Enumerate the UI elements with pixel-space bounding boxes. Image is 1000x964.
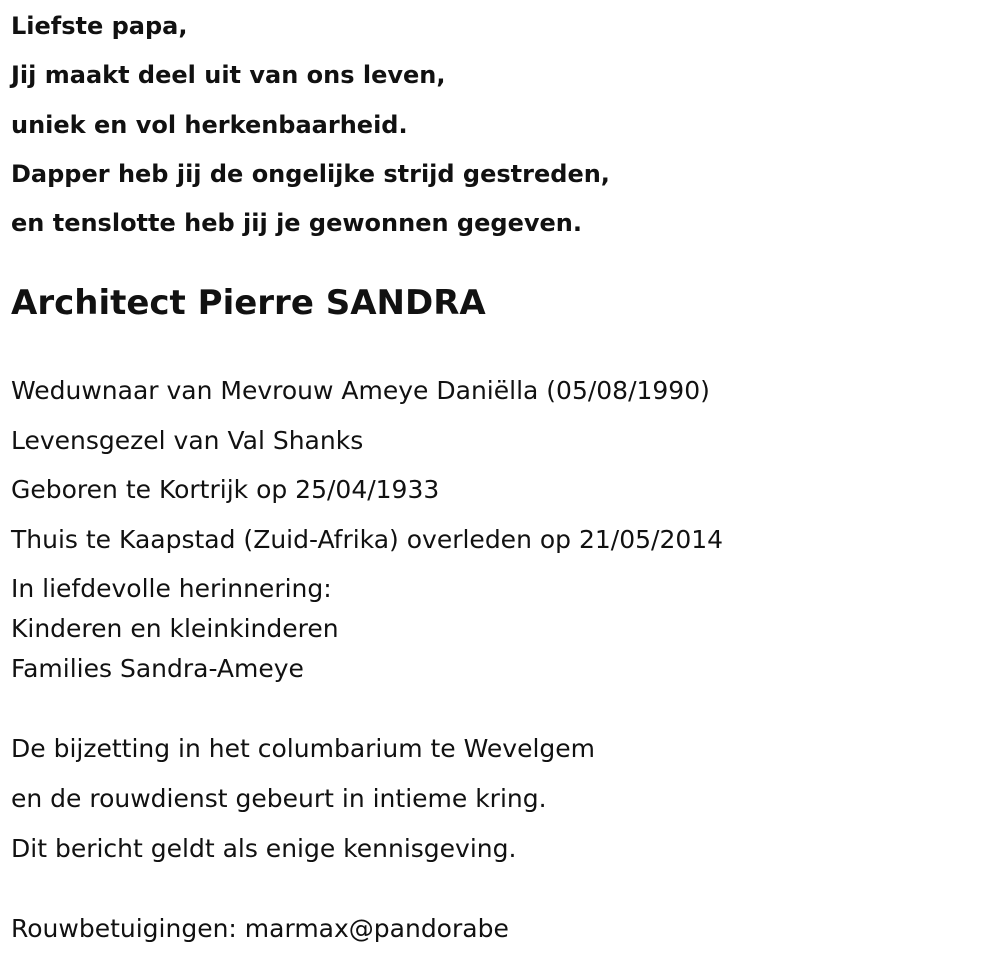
detail-widower: Weduwnaar van Mevrouw Ameye Daniëlla (05/08/1990) — [11, 376, 710, 405]
condolences: Rouwbetuigingen: marmax@pandorabe — [11, 914, 509, 943]
ceremony-line-3: Dit bericht geldt als enige kennisgeving. — [11, 834, 517, 863]
detail-death: Thuis te Kaapstad (Zuid-Afrika) overleden op 21/05/2014 — [11, 525, 724, 554]
poem-line-2: Jij maakt deel uit van ons leven, — [11, 61, 446, 89]
poem-line-1: Liefste papa, — [11, 12, 188, 40]
remembrance-families: Families Sandra-Ameye — [11, 654, 304, 683]
remembrance-heading: In liefdevolle herinnering: — [11, 574, 332, 603]
remembrance-children: Kinderen en kleinkinderen — [11, 614, 339, 643]
poem-line-3: uniek en vol herkenbaarheid. — [11, 111, 408, 139]
poem-line-5: en tenslotte heb jij je gewonnen gegeven. — [11, 209, 582, 237]
deceased-name: Architect Pierre SANDRA — [11, 283, 486, 323]
ceremony-line-2: en de rouwdienst gebeurt in intieme kring. — [11, 784, 547, 813]
poem-line-4: Dapper heb jij de ongelijke strijd gestreden, — [11, 160, 610, 188]
detail-birth: Geboren te Kortrijk op 25/04/1933 — [11, 475, 440, 504]
ceremony-line-1: De bijzetting in het columbarium te Wevelgem — [11, 734, 595, 763]
detail-partner: Levensgezel van Val Shanks — [11, 426, 364, 455]
